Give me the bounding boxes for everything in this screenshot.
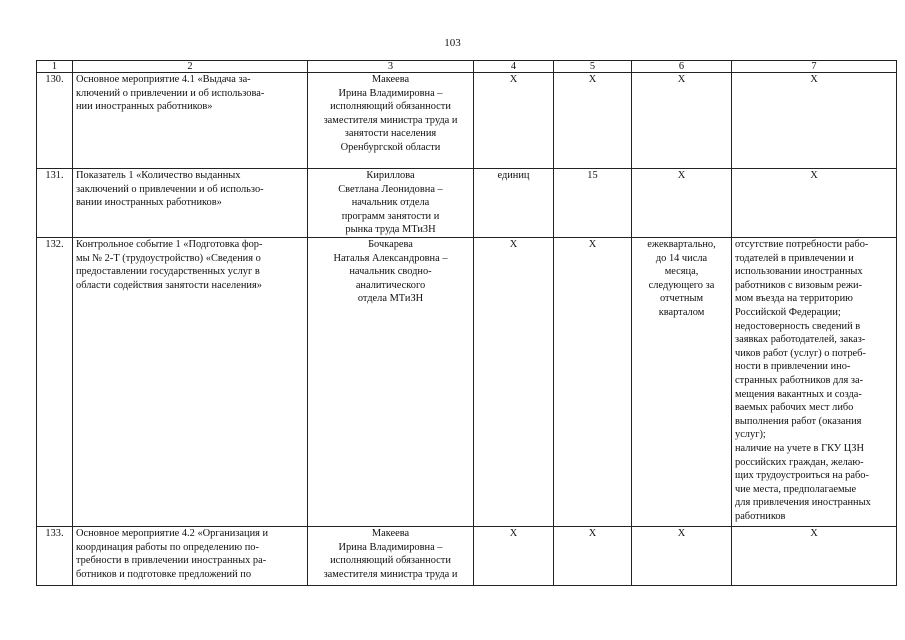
measure-name <box>73 73 308 169</box>
cell-col6 <box>632 238 732 527</box>
responsible-person-line: отдела МТиЗН <box>357 293 424 305</box>
cell-col7-line: для привлечения иностранных <box>735 497 871 509</box>
cell-col7-line: мещения вакантных и созда- <box>735 388 862 400</box>
cell-col5: Х <box>554 238 632 527</box>
responsible-person-line: Оренбургской области <box>340 141 441 153</box>
measure-name-line: нии иностранных работников» <box>76 101 213 113</box>
row-number: 133. <box>37 527 73 586</box>
column-header: 5 <box>554 61 632 73</box>
measure-name-line: требности в привлечении иностранных ра- <box>76 555 267 567</box>
cell-col6-line: отчетным <box>659 293 704 305</box>
cell-col6-line: следующего за <box>648 279 715 291</box>
column-header: 6 <box>632 61 732 73</box>
responsible-person <box>308 527 474 586</box>
column-header: 3 <box>308 61 474 73</box>
responsible-person-line: Макеева <box>371 528 410 539</box>
cell-col7-line: ности в привлечении ино- <box>735 361 851 373</box>
cell-col6-line: ежеквартально, <box>647 239 716 250</box>
responsible-person-line: заместителя министра труда и <box>323 568 458 580</box>
column-header: 4 <box>474 61 554 73</box>
cell-col7-line: российских граждан, желаю- <box>735 456 864 468</box>
cell-col7-line: недостоверность сведений в <box>735 320 861 332</box>
measure-name-line: заключений о привлечении и об использо- <box>76 183 264 195</box>
responsible-person-line: программ занятости и <box>341 210 440 222</box>
cell-col6-line: Х <box>677 170 686 181</box>
measure-name-line: Контрольное событие 1 «Подготовка фор- <box>76 239 263 250</box>
cell-col4: Х <box>474 73 554 169</box>
responsible-person-line: Светлана Леонидовна – <box>338 183 443 195</box>
table-row <box>37 527 897 586</box>
cell-col7-line: Х <box>810 74 818 85</box>
column-header: 2 <box>73 61 308 73</box>
cell-col6-line: Х <box>677 528 686 539</box>
cell-col7-line: тодателей в привлечении и <box>735 252 854 264</box>
measure-name-line: мы № 2-Т (трудоустройство) «Сведения о <box>76 252 261 264</box>
cell-col6-line: кварталом <box>658 306 705 318</box>
measure-name-line: области содействия занятости населения» <box>76 279 262 291</box>
responsible-person <box>308 238 474 527</box>
responsible-person-line: аналитического <box>355 279 426 291</box>
row-number: 131. <box>37 169 73 238</box>
responsible-person <box>308 169 474 238</box>
measure-name-line: Показатель 1 «Количество выданных <box>76 170 241 181</box>
responsible-person-line: Ирина Владимировна – <box>338 87 443 99</box>
row-number: 130. <box>37 73 73 169</box>
responsible-person-line: Макеева <box>371 74 410 85</box>
cell-col7 <box>732 238 897 527</box>
row-number: 132. <box>37 238 73 527</box>
responsible-person-line: Бочкарева <box>368 239 413 250</box>
cell-col7-line: услуг); <box>735 429 766 441</box>
cell-col7-line: наличие на учете в ГКУ ЦЗН <box>735 442 864 454</box>
measure-name-line: ботников и подготовке предложений по <box>76 568 252 580</box>
cell-col4: Х <box>474 527 554 586</box>
responsible-person-line: исполняющий обязанности <box>330 555 451 567</box>
responsible-person-line: занятости населения <box>344 128 437 140</box>
measure-name-line: Основное мероприятие 4.1 «Выдача за- <box>76 74 251 85</box>
cell-col7-line: чиков работ (услуг) о потреб- <box>735 347 866 359</box>
measure-name <box>73 238 308 527</box>
cell-col7-line: мом въезда на территорию <box>735 293 853 305</box>
cell-col6 <box>632 527 732 586</box>
cell-col7 <box>732 527 897 586</box>
measure-name-line: Основное мероприятие 4.2 «Организация и <box>76 528 269 539</box>
cell-col5: Х <box>554 73 632 169</box>
responsible-person-line: начальник сводно- <box>349 266 432 278</box>
measure-name-line: вании иностранных работников» <box>76 197 222 209</box>
cell-col7-line: Х <box>810 170 818 181</box>
cell-col7-line: Х <box>810 528 818 539</box>
column-header-row <box>37 61 897 73</box>
cell-col7-line: странных работников для за- <box>735 374 864 386</box>
cell-col4: единиц <box>474 169 554 238</box>
responsible-person-line: заместителя министра труда и <box>323 114 458 126</box>
responsible-person-line: исполняющий обязанности <box>330 101 451 113</box>
measure-name-line: координация работы по определению по- <box>76 541 259 553</box>
cell-col7 <box>732 169 897 238</box>
cell-col6 <box>632 169 732 238</box>
page-number: 103 <box>444 37 461 49</box>
table-row <box>37 169 897 238</box>
cell-col6-line: Х <box>677 74 686 85</box>
measures-table <box>36 60 897 586</box>
cell-col5: Х <box>554 527 632 586</box>
cell-col6-line: месяца, <box>664 266 699 278</box>
responsible-person-line: Кириллова <box>366 170 415 181</box>
cell-col7-line: работников с визовым режи- <box>735 279 863 291</box>
responsible-person-line: начальник отдела <box>351 197 430 209</box>
column-header: 1 <box>37 61 73 73</box>
cell-col7 <box>732 73 897 169</box>
cell-col7-line: заявках работодателей, заказ- <box>735 334 866 346</box>
cell-col7-line: щих трудоустроиться на рабо- <box>735 470 869 482</box>
measure-name <box>73 527 308 586</box>
responsible-person <box>308 73 474 169</box>
cell-col7-line: чие места, предполагаемые <box>735 483 857 495</box>
responsible-person-line: рынка труда МТиЗН <box>345 224 436 236</box>
cell-col6 <box>632 73 732 169</box>
cell-col7-line: ваемых рабочих мест либо <box>735 402 854 414</box>
cell-col6-line: до 14 числа <box>655 252 708 264</box>
cell-col7-line: использовании иностранных <box>735 266 863 278</box>
cell-col7-line: выполнения работ (оказания <box>735 415 862 427</box>
table-row <box>37 73 897 169</box>
cell-col4: Х <box>474 238 554 527</box>
responsible-person-line: Наталья Александровна – <box>333 252 448 264</box>
cell-col7-line: Российской Федерации; <box>735 306 841 318</box>
responsible-person-line: Ирина Владимировна – <box>338 541 443 553</box>
cell-col5: 15 <box>554 169 632 238</box>
measure-name-line: ключений о привлечении и об использова- <box>76 87 265 99</box>
cell-col7-line: отсутствие потребности рабо- <box>735 239 869 250</box>
cell-col7-line: работников <box>735 510 786 522</box>
column-header: 7 <box>732 61 897 73</box>
table-row <box>37 238 897 527</box>
measure-name-line: предоставлении государственных услуг в <box>76 266 260 278</box>
measure-name <box>73 169 308 238</box>
